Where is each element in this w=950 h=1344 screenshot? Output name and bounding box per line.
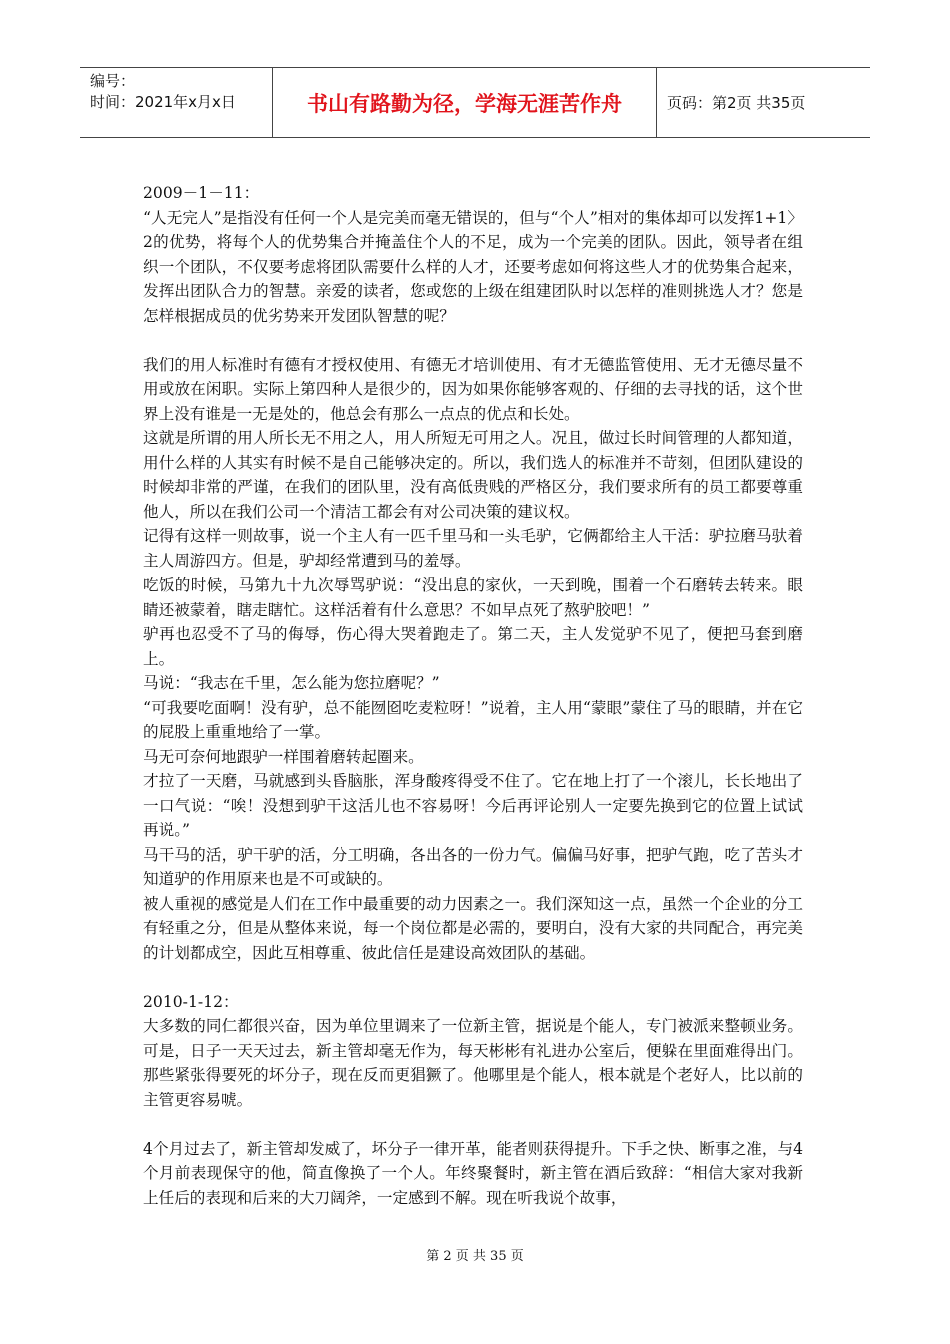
blank-line xyxy=(143,1112,803,1137)
paragraph: “人无完人”是指没有任何一个人是完美而毫无错误的，但与“个人”相对的集体却可以发挥1+1〉2的优势，将每个人的优势集合并掩盖住个人的不足，成为一个完美的团队。因此，领导者在组织一个团队，不仅要考虑将团队需要什么样的人才，还要考虑如何将这些人才的优势集合起来，发挥出团队合力的智慧。亲爱的读者，您或您的上级在组建团队时以怎样的准则挑选人才？您是怎样根据成员的优劣势来开发团队智慧的呢？ xyxy=(143,208,803,325)
paragraph: 我们的用人标准时有德有才授权使用、有德无才培训使用、有才无德监管使用、无才无德尽量不用或放在闲职。实际上第四种人是很少的，因为如果你能够客观的、仔细的去寻找的话，这个世界上没有谁是一无是处的，他总会有那么一点点的优点和长处。 xyxy=(143,355,803,423)
paragraph: 这就是所谓的用人所长无不用之人，用人所短无可用之人。况且，做过长时间管理的人都知道，用什么样的人其实有时候不是自己能够决定的。所以，我们选人的标准并不苛刻，但团队建设的时候却非常的严谨，在我们的团队里，没有高低贵贱的严格区分，我们要求所有的员工都要尊重他人，所以在我们公司一个清洁工都会有对公司决策的建议权。 xyxy=(143,429,803,521)
paragraph: 记得有这样一则故事，说一个主人有一匹千里马和一头毛驴，它俩都给主人干活：驴拉磨马驮着主人周游四方。但是，驴却经常遭到马的羞辱。 xyxy=(143,527,803,570)
paragraph: 马无可奈何地跟驴一样围着磨转起圈来。 xyxy=(143,747,424,766)
document-body xyxy=(143,181,803,1210)
paragraph: 被人重视的感觉是人们在工作中最重要的动力因素之一。我们深知这一点，虽然一个企业的分工有轻重之分，但是从整体来说，每一个岗位都是必需的，要明白，没有大家的共同配合，再完美的计划都成空，因此互相尊重、彼此信任是建设高效团队的基础。 xyxy=(143,894,803,962)
paragraph: 才拉了一天磨，马就感到头昏脑胀，浑身酸疼得受不住了。它在地上打了一个滚儿，长长地出了一口气说：“唉！没想到驴干这活儿也不容易呀！今后再评论别人一定要先换到它的位置上试试再说。” xyxy=(143,772,803,839)
page-header xyxy=(80,67,870,138)
header-meta xyxy=(80,68,273,137)
paragraph: 马干马的活，驴干驴的活，分工明确，各出各的一份力气。偏偏马好事，把驴气跑，吃了苦头才知道驴的作用原来也是不可或缺的。 xyxy=(143,845,803,888)
header-time: 时间：2021年x月x日 xyxy=(90,93,236,111)
header-page-number: 页码：第2页 共35页 xyxy=(667,94,806,112)
header-number: 编号： xyxy=(90,72,136,90)
paragraph: 大多数的同仁都很兴奋，因为单位里调来了一位新主管，据说是个能人，专门被派来整顿业务。可是，日子一天天过去，新主管却毫无作为，每天彬彬有礼进办公室后，便躲在里面难得出门。那些紧张得要死的坏分子，现在反而更猖獗了。他哪里是个能人，根本就是个老好人，比以前的主管更容易唬。 xyxy=(143,1017,803,1109)
page-footer: 第 2 页 共 35 页 xyxy=(426,1249,524,1264)
paragraph: 4个月过去了，新主管却发威了，坏分子一律开革，能者则获得提升。下手之快、断事之准，与4个月前表现保守的他，简直像换了一个人。年终聚餐时，新主管在酒后致辞：“相信大家对我新上任后的表现和后来的大刀阔斧，一定感到不解。现在听我说个故事， xyxy=(143,1139,803,1207)
paragraph: 马说：“我志在千里，怎么能为您拉磨呢？” xyxy=(143,674,440,692)
blank-line xyxy=(143,965,803,990)
paragraph: 2010-1-12： xyxy=(143,992,239,1011)
paragraph: 吃饭的时候，马第九十九次辱骂驴说：“没出息的家伙，一天到晚，围着一个石磨转去转来。眼睛还被蒙着，瞎走瞎忙。这样活着有什么意思？不如早点死了熬驴胶吧！” xyxy=(143,576,803,619)
paragraph: 驴再也忍受不了马的侮辱，伤心得大哭着跑走了。第二天，主人发觉驴不见了，便把马套到磨上。 xyxy=(143,625,803,668)
paragraph: “可我要吃面啊！没有驴，总不能囫囵吃麦粒呀！”说着，主人用“蒙眼”蒙住了马的眼睛，并在它的屁股上重重地给了一掌。 xyxy=(143,698,803,741)
blank-line xyxy=(143,328,803,353)
paragraph: 2009－1－11： xyxy=(143,184,260,202)
header-motto: 书山有路勤为径，学海无涯苦作舟 xyxy=(273,68,657,137)
